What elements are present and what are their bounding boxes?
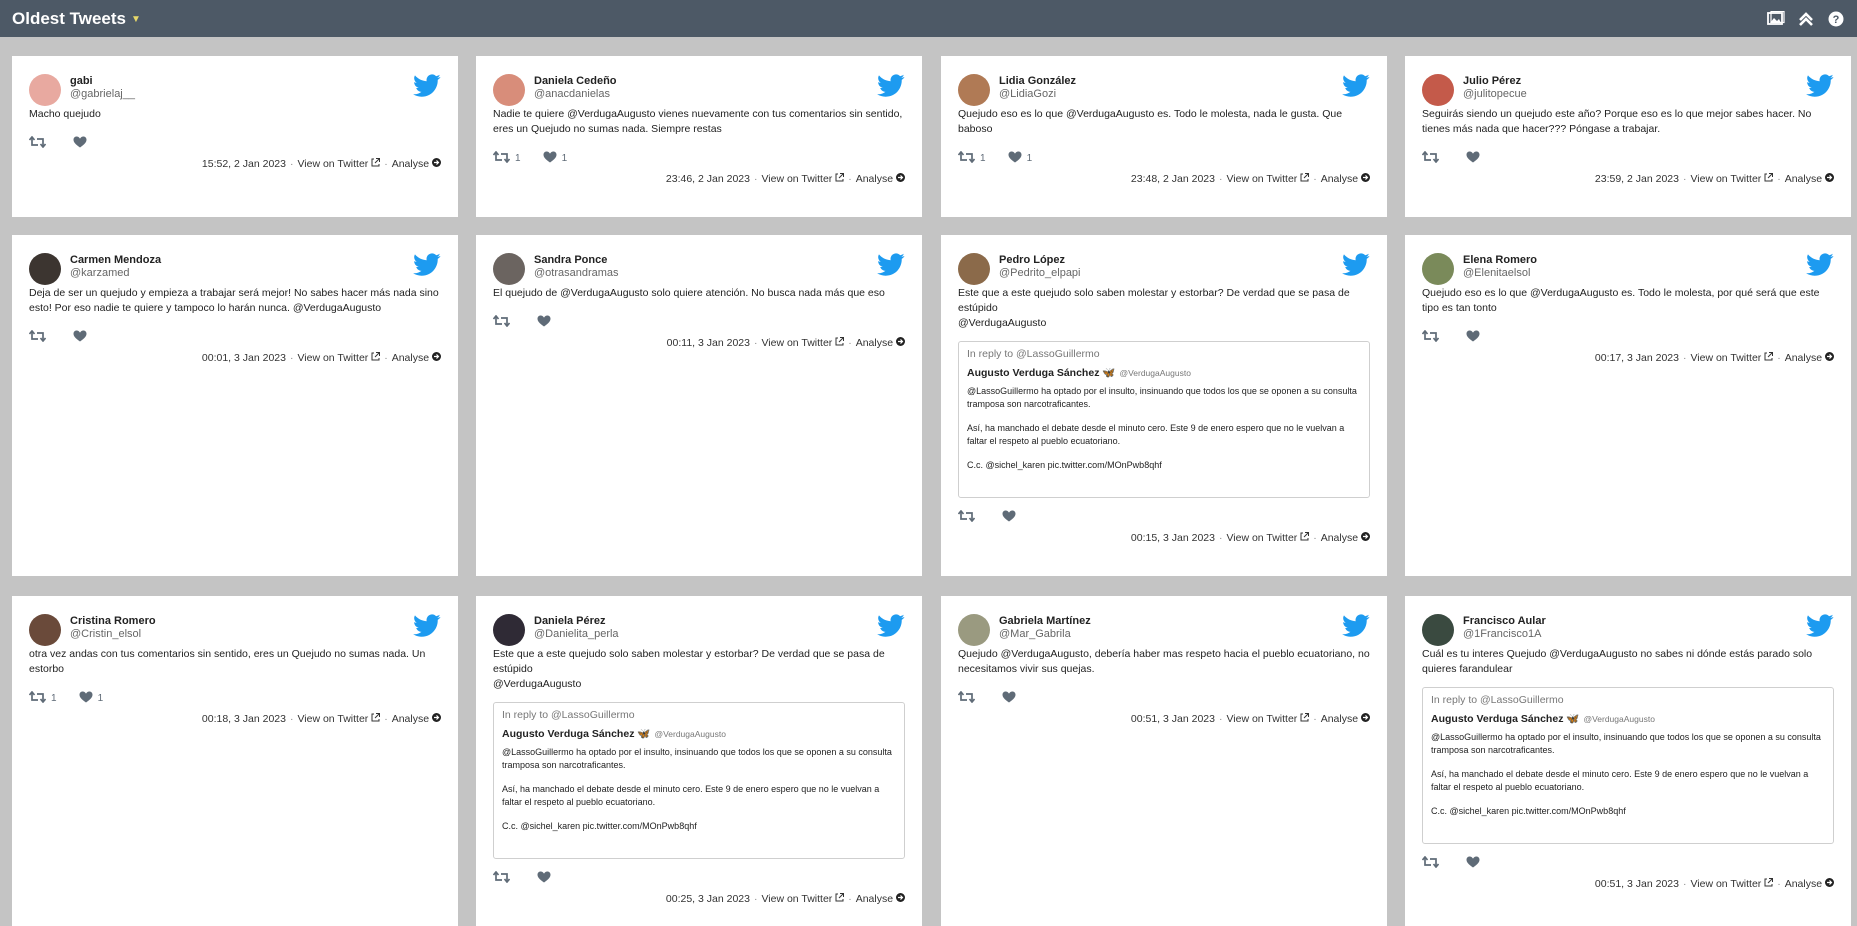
retweet-action[interactable]	[1422, 151, 1444, 166]
tweet-actions	[1422, 330, 1485, 345]
like-action[interactable]	[1002, 691, 1021, 706]
tweet-timestamp[interactable]: 00:11, 3 Jan 2023	[666, 337, 750, 349]
separator: ·	[384, 713, 388, 725]
user-name[interactable]: Daniela Pérez	[534, 615, 606, 627]
heart-icon[interactable]	[537, 871, 551, 886]
twitter-bird-icon[interactable]	[877, 253, 905, 277]
tweet-actions	[958, 691, 1021, 706]
separator: ·	[1682, 173, 1687, 185]
view-on-twitter-label: View on Twitter	[761, 893, 833, 905]
heart-icon[interactable]	[73, 330, 87, 345]
retweet-icon[interactable]	[1422, 151, 1439, 166]
user-name[interactable]: Sandra Ponce	[534, 254, 608, 266]
view-on-twitter-label: View on Twitter	[297, 352, 369, 364]
quoted-author-name: Augusto Verduga Sánchez 🦋	[967, 366, 1116, 379]
analyse-label: Analyse	[855, 893, 894, 905]
separator: ·	[848, 173, 852, 185]
external-link-icon	[1300, 532, 1309, 544]
view-on-twitter-link[interactable]	[1226, 173, 1309, 185]
separator: ·	[1777, 878, 1781, 890]
analyse-link[interactable]	[856, 173, 905, 185]
avatar[interactable]	[29, 74, 61, 106]
analyse-link[interactable]	[1321, 173, 1370, 185]
separator: ·	[1682, 352, 1687, 364]
arrow-circle-icon	[896, 893, 905, 905]
separator: ·	[1777, 173, 1781, 185]
separator: ·	[1777, 352, 1781, 364]
heart-icon[interactable]	[1466, 856, 1480, 871]
tweet-timestamp[interactable]: 15:52, 2 Jan 2023	[201, 158, 286, 170]
tweet-actions	[1422, 856, 1485, 871]
tweet-text: Deja de ser un quejudo y empieza a trabajar será mejor! No sabes hacer más nada sino esto! Por eso nadie te quiere y tampoco lo harán nunca. @VerdugaAugusto	[29, 287, 439, 314]
image-export-icon[interactable]	[1767, 10, 1785, 28]
heart-icon[interactable]	[1008, 151, 1022, 166]
user-name[interactable]: gabi	[70, 75, 93, 87]
retweet-icon[interactable]	[29, 136, 46, 151]
analyse-label: Analyse	[1320, 173, 1359, 185]
top-bar	[0, 0, 1857, 37]
analyse-link[interactable]	[1785, 878, 1834, 890]
like-action[interactable]	[537, 871, 556, 886]
chevron-up-icon[interactable]	[1797, 10, 1815, 28]
download-icon[interactable]: ▼	[131, 14, 141, 25]
view-on-twitter-label: View on Twitter	[1690, 173, 1762, 185]
arrow-circle-icon	[432, 352, 441, 364]
tweet-footer	[666, 173, 905, 185]
view-on-twitter-link[interactable]	[761, 337, 844, 349]
external-link-icon	[835, 173, 844, 185]
separator: ·	[1682, 878, 1687, 890]
help-icon[interactable]	[1827, 10, 1845, 28]
tweet-footer	[1595, 352, 1834, 364]
tweet-card	[476, 235, 922, 576]
view-on-twitter-label: View on Twitter	[297, 713, 369, 725]
tweet-actions	[958, 510, 1021, 525]
tweet-footer	[1131, 532, 1370, 544]
external-link-icon	[1764, 173, 1773, 185]
tweet-text: Este que a este quejudo solo saben molestar y estorbar? De verdad que se pasa de estúpido @VerdugaAugusto	[493, 648, 885, 690]
arrow-circle-icon	[1361, 532, 1370, 544]
like-action[interactable]	[1008, 151, 1033, 166]
user-name[interactable]: Elena Romero	[1463, 254, 1537, 266]
view-on-twitter-link[interactable]	[297, 713, 380, 725]
heart-icon[interactable]	[1466, 151, 1480, 166]
tweet-card	[941, 56, 1387, 217]
tweet-text: otra vez andas con tus comentarios sin sentido, eres un Quejudo no sumas nada. Un estorbo	[29, 648, 426, 675]
tweet-timestamp[interactable]: 23:46, 2 Jan 2023	[665, 173, 750, 185]
user-handle[interactable]: @gabrielaj__	[70, 88, 135, 100]
view-on-twitter-link[interactable]	[1226, 532, 1309, 544]
reply-to-label: In reply to @LassoGuillermo	[1431, 694, 1564, 706]
view-on-twitter-label: View on Twitter	[1690, 878, 1762, 890]
separator: ·	[753, 337, 758, 349]
user-name[interactable]: Daniela Cedeño	[534, 75, 617, 87]
tweet-card	[1405, 596, 1851, 926]
analyse-link[interactable]	[392, 713, 441, 725]
user-handle[interactable]: @Elenitaelsol	[1463, 267, 1531, 279]
view-on-twitter-link[interactable]	[761, 173, 844, 185]
retweet-action[interactable]	[493, 315, 515, 330]
like-count: 1	[97, 693, 104, 704]
user-handle[interactable]: @otrasandramas	[534, 267, 619, 279]
heart-icon[interactable]	[543, 151, 557, 166]
tweet-card	[12, 56, 458, 217]
analyse-link[interactable]	[1321, 532, 1370, 544]
quoted-author	[1431, 713, 1825, 726]
user-handle[interactable]: @julitopecue	[1463, 88, 1527, 100]
retweet-icon[interactable]	[493, 871, 510, 886]
avatar[interactable]	[1422, 253, 1454, 285]
heart-icon[interactable]	[1002, 510, 1016, 525]
external-link-icon	[371, 158, 380, 170]
user-handle[interactable]: @Mar_Gabrila	[999, 628, 1071, 640]
twitter-bird-icon[interactable]	[1342, 74, 1370, 98]
view-on-twitter-label: View on Twitter	[1690, 352, 1762, 364]
tweet-actions	[493, 151, 567, 166]
user-handle[interactable]: @anacdanielas	[534, 88, 610, 100]
tweet-actions	[1422, 151, 1485, 166]
tweet-timestamp[interactable]: 00:17, 3 Jan 2023	[1594, 352, 1679, 364]
tweet-footer	[666, 893, 905, 905]
tweet-card	[12, 596, 458, 926]
user-handle[interactable]: @LidiaGozi	[999, 88, 1057, 100]
retweet-action[interactable]	[958, 510, 980, 525]
separator: ·	[1313, 713, 1317, 725]
heart-icon[interactable]	[79, 691, 93, 706]
page-title: Oldest Tweets	[12, 8, 126, 28]
external-link-icon	[371, 713, 380, 725]
like-count: 1	[561, 153, 568, 164]
retweet-count: 1	[980, 153, 986, 164]
twitter-bird-icon[interactable]	[1342, 253, 1370, 277]
quoted-reply[interactable]	[958, 341, 1370, 498]
quoted-author-name: Augusto Verduga Sánchez 🦋	[502, 727, 651, 740]
avatar[interactable]	[493, 74, 525, 106]
external-link-icon	[1300, 713, 1309, 725]
analyse-label: Analyse	[855, 173, 894, 185]
analyse-link[interactable]	[856, 337, 905, 349]
tweet-footer	[202, 713, 441, 725]
user-handle[interactable]: @Cristin_elsol	[70, 628, 142, 640]
analyse-label: Analyse	[1320, 532, 1359, 544]
analyse-label: Analyse	[1784, 352, 1823, 364]
external-link-icon	[1764, 352, 1773, 364]
reply-to-label: In reply to @LassoGuillermo	[502, 709, 635, 721]
tweet-grid	[0, 38, 1857, 926]
quoted-reply[interactable]	[1422, 687, 1834, 844]
twitter-bird-icon[interactable]	[413, 74, 441, 98]
user-name[interactable]: Lidia González	[999, 75, 1077, 87]
twitter-bird-icon[interactable]	[1806, 253, 1834, 277]
tweet-timestamp[interactable]: 00:25, 3 Jan 2023	[665, 893, 750, 905]
quoted-author-handle: @VerdugaAugusto	[1583, 713, 1655, 724]
separator: ·	[289, 352, 294, 364]
view-on-twitter-link[interactable]	[297, 352, 380, 364]
user-name[interactable]: Gabriela Martínez	[999, 615, 1091, 627]
tweet-timestamp[interactable]: 23:48, 2 Jan 2023	[1130, 173, 1215, 185]
user-name[interactable]: Carmen Mendoza	[70, 254, 162, 266]
separator: ·	[1218, 713, 1223, 725]
tweet-actions	[29, 136, 92, 151]
arrow-circle-icon	[1825, 173, 1834, 185]
avatar[interactable]	[493, 614, 525, 646]
view-on-twitter-label: View on Twitter	[1226, 173, 1298, 185]
separator: ·	[289, 158, 294, 170]
twitter-bird-icon[interactable]	[413, 253, 441, 277]
retweet-action[interactable]	[1422, 330, 1444, 345]
view-on-twitter-label: View on Twitter	[1226, 532, 1298, 544]
retweet-action[interactable]	[958, 691, 980, 706]
tweet-footer	[1131, 713, 1370, 725]
svg-text:?: ?	[1832, 13, 1840, 26]
arrow-circle-icon	[432, 713, 441, 725]
tweet-text: Este que a este quejudo solo saben molestar y estorbar? De verdad que se pasa de estúpido @VerdugaAugusto	[958, 287, 1350, 329]
tweet-timestamp[interactable]: 00:01, 3 Jan 2023	[201, 352, 286, 364]
avatar[interactable]	[29, 253, 61, 285]
analyse-label: Analyse	[855, 337, 894, 349]
analyse-label: Analyse	[1784, 878, 1823, 890]
tweet-text: Quejudo eso es lo que @VerdugaAugusto es. Todo le molesta, por qué será que este tipo es tan tonto	[1422, 287, 1820, 314]
view-on-twitter-link[interactable]	[1690, 173, 1773, 185]
separator: ·	[753, 893, 758, 905]
retweet-icon[interactable]	[29, 691, 46, 706]
analyse-link[interactable]	[392, 352, 441, 364]
tweet-card	[1405, 235, 1851, 576]
retweet-icon[interactable]	[958, 151, 975, 166]
analyse-label: Analyse	[391, 158, 430, 170]
view-on-twitter-link[interactable]	[1226, 713, 1309, 725]
analyse-label: Analyse	[391, 713, 430, 725]
tweet-footer	[667, 337, 905, 349]
retweet-icon[interactable]	[958, 691, 975, 706]
analyse-link[interactable]	[856, 893, 905, 905]
quoted-author	[967, 367, 1361, 380]
tweet-card	[941, 596, 1387, 926]
external-link-icon	[371, 352, 380, 364]
separator: ·	[384, 158, 388, 170]
retweet-action[interactable]	[493, 151, 521, 166]
quoted-text-p1: @LassoGuillermo ha optado por el insulto, insinuando que todos los que se oponen a su consulta tramposa son narcotraficantes.	[502, 747, 892, 770]
tweet-footer	[202, 158, 441, 170]
retweet-action[interactable]	[493, 871, 515, 886]
separator: ·	[1218, 173, 1223, 185]
like-action[interactable]	[73, 330, 92, 345]
reply-to-label: In reply to @LassoGuillermo	[967, 348, 1100, 360]
tweet-card	[1405, 56, 1851, 217]
quoted-author-name: Augusto Verduga Sánchez 🦋	[1431, 712, 1580, 725]
tweet-footer	[202, 352, 441, 364]
tweet-timestamp[interactable]: 00:18, 3 Jan 2023	[201, 713, 286, 725]
separator: ·	[848, 893, 852, 905]
quoted-text-p3: C.c. @sichel_karen pic.twitter.com/MOnPwb8qhf	[967, 460, 1162, 470]
arrow-circle-icon	[1361, 173, 1370, 185]
view-on-twitter-link[interactable]	[761, 893, 844, 905]
separator: ·	[1313, 173, 1317, 185]
retweet-icon[interactable]	[958, 510, 975, 525]
user-name[interactable]: Julio Pérez	[1463, 75, 1522, 87]
user-handle[interactable]: @1Francisco1A	[1463, 628, 1542, 640]
analyse-link[interactable]	[1785, 352, 1834, 364]
arrow-circle-icon	[1825, 878, 1834, 890]
view-on-twitter-label: View on Twitter	[761, 337, 833, 349]
tweet-actions	[958, 151, 1032, 166]
tweet-actions	[29, 330, 92, 345]
analyse-link[interactable]	[1321, 713, 1370, 725]
avatar[interactable]	[493, 253, 525, 285]
separator: ·	[753, 173, 758, 185]
quoted-text-p1: @LassoGuillermo ha optado por el insulto, insinuando que todos los que se oponen a su consulta tramposa son narcotraficantes.	[1431, 732, 1821, 755]
retweet-icon[interactable]	[1422, 330, 1439, 345]
like-action[interactable]	[1466, 330, 1485, 345]
avatar[interactable]	[29, 614, 61, 646]
arrow-circle-icon	[896, 173, 905, 185]
analyse-link[interactable]	[1785, 173, 1834, 185]
like-count: 1	[1026, 153, 1033, 164]
arrow-circle-icon	[1361, 713, 1370, 725]
retweet-count: 1	[515, 153, 521, 164]
retweet-action[interactable]	[1422, 856, 1444, 871]
avatar[interactable]	[1422, 74, 1454, 106]
like-action[interactable]	[1466, 856, 1485, 871]
quoted-text-p2: Así, ha manchado el debate desde el minuto cero. Este 9 de enero espero que no le vuelvan a faltar el respeto al pueblo ecuatoriano.	[967, 423, 1345, 446]
tweet-text: Quejudo @VerdugaAugusto, debería haber mas respeto hacia el pueblo ecuatoriano, no necesitamos vivir sus quejas.	[958, 648, 1370, 675]
view-on-twitter-link[interactable]	[1690, 878, 1773, 890]
quoted-text-p2: Así, ha manchado el debate desde el minuto cero. Este 9 de enero espero que no le vuelvan a faltar el respeto al pueblo ecuatoriano.	[502, 784, 880, 807]
user-handle[interactable]: @karzamed	[70, 267, 130, 279]
retweet-count: 1	[51, 693, 57, 704]
twitter-bird-icon[interactable]	[1806, 74, 1834, 98]
analyse-label: Analyse	[1784, 173, 1823, 185]
separator: ·	[848, 337, 852, 349]
separator: ·	[1313, 532, 1317, 544]
retweet-action[interactable]	[29, 330, 51, 345]
twitter-bird-icon[interactable]	[877, 614, 905, 638]
twitter-bird-icon[interactable]	[877, 74, 905, 98]
tweet-footer	[1595, 878, 1834, 890]
view-on-twitter-link[interactable]	[1690, 352, 1773, 364]
quoted-author-handle: @VerdugaAugusto	[1119, 367, 1191, 378]
analyse-label: Analyse	[1320, 713, 1359, 725]
tweet-text: Quejudo eso es lo que @VerdugaAugusto es. Todo le molesta, nada le gusta. Que baboso	[958, 108, 1343, 135]
tweet-footer	[1131, 173, 1370, 185]
tweet-actions	[29, 691, 103, 706]
page-title-wrap	[12, 9, 141, 29]
twitter-bird-icon[interactable]	[1342, 614, 1370, 638]
quoted-author	[502, 728, 896, 741]
heart-icon[interactable]	[1002, 691, 1016, 706]
quoted-text-p2: Así, ha manchado el debate desde el minuto cero. Este 9 de enero espero que no le vuelvan a faltar el respeto al pueblo ecuatoriano.	[1431, 769, 1809, 792]
tweet-text: Nadie te quiere @VerdugaAugusto vienes nuevamente con tus comentarios sin sentido, eres un Quejudo no sumas nada. Siempre restas	[493, 108, 903, 135]
tweet-text: Cuál es tu interes Quejudo @VerdugaAugusto no sabes ni dónde estás parado solo quieres farandulear	[1422, 648, 1813, 675]
twitter-bird-icon[interactable]	[413, 614, 441, 638]
retweet-action[interactable]	[958, 151, 986, 166]
external-link-icon	[835, 337, 844, 349]
arrow-circle-icon	[1825, 352, 1834, 364]
user-handle[interactable]: @Danielita_perla	[534, 628, 619, 640]
separator: ·	[384, 352, 388, 364]
retweet-icon[interactable]	[29, 330, 46, 345]
tweet-text: Seguirás siendo un quejudo este año? Porque eso es lo que mejor sabes hacer. No tienes más nada que hacer??? Póngase a trabajar.	[1422, 108, 1812, 135]
tweet-timestamp[interactable]: 00:51, 3 Jan 2023	[1594, 878, 1679, 890]
tweet-card	[476, 596, 922, 926]
tweet-timestamp[interactable]: 00:51, 3 Jan 2023	[1130, 713, 1215, 725]
like-action[interactable]	[1466, 151, 1485, 166]
view-on-twitter-label: View on Twitter	[1226, 713, 1298, 725]
view-on-twitter-label: View on Twitter	[761, 173, 833, 185]
quoted-text-p3: C.c. @sichel_karen pic.twitter.com/MOnPwb8qhf	[502, 821, 697, 831]
retweet-action[interactable]	[29, 136, 51, 151]
twitter-bird-icon[interactable]	[1806, 614, 1834, 638]
tweet-actions	[493, 315, 556, 330]
like-action[interactable]	[73, 136, 92, 151]
tweet-text: El quejudo de @VerdugaAugusto solo quiere atención. No busca nada más que eso	[493, 287, 885, 299]
tweet-card	[941, 235, 1387, 576]
separator: ·	[289, 713, 294, 725]
user-name[interactable]: Pedro López	[999, 254, 1066, 266]
like-action[interactable]	[1002, 510, 1021, 525]
analyse-label: Analyse	[391, 352, 430, 364]
tweet-footer	[1595, 173, 1834, 185]
like-action[interactable]	[79, 691, 104, 706]
tweet-timestamp[interactable]: 23:59, 2 Jan 2023	[1594, 173, 1679, 185]
retweet-icon[interactable]	[1422, 856, 1439, 871]
view-on-twitter-label: View on Twitter	[297, 158, 369, 170]
tweet-card	[476, 56, 922, 217]
user-name[interactable]: Francisco Aular	[1463, 615, 1546, 627]
arrow-circle-icon	[896, 337, 905, 349]
user-handle[interactable]: @Pedrito_elpapi	[999, 267, 1081, 279]
tweet-card	[12, 235, 458, 576]
separator: ·	[1218, 532, 1223, 544]
like-action[interactable]	[543, 151, 568, 166]
quoted-text-p3: C.c. @sichel_karen pic.twitter.com/MOnPwb8qhf	[1431, 806, 1626, 816]
quoted-text-p1: @LassoGuillermo ha optado por el insulto, insinuando que todos los que se oponen a su consulta tramposa son narcotraficantes.	[967, 386, 1357, 409]
analyse-link[interactable]	[392, 158, 441, 170]
retweet-icon[interactable]	[493, 151, 510, 166]
external-link-icon	[1300, 173, 1309, 185]
arrow-circle-icon	[432, 158, 441, 170]
avatar[interactable]	[1422, 614, 1454, 646]
user-name[interactable]: Cristina Romero	[70, 615, 156, 627]
quoted-reply[interactable]	[493, 702, 905, 859]
avatar[interactable]	[958, 253, 990, 285]
heart-icon[interactable]	[73, 136, 87, 151]
external-link-icon	[1764, 878, 1773, 890]
heart-icon[interactable]	[537, 315, 551, 330]
avatar[interactable]	[958, 614, 990, 646]
external-link-icon	[835, 893, 844, 905]
retweet-icon[interactable]	[493, 315, 510, 330]
heart-icon[interactable]	[1466, 330, 1480, 345]
tweet-text: Macho quejudo	[29, 108, 101, 120]
tweet-timestamp[interactable]: 00:15, 3 Jan 2023	[1130, 532, 1215, 544]
avatar[interactable]	[958, 74, 990, 106]
tweet-actions	[493, 871, 556, 886]
retweet-action[interactable]	[29, 691, 57, 706]
like-action[interactable]	[537, 315, 556, 330]
view-on-twitter-link[interactable]	[297, 158, 380, 170]
quoted-author-handle: @VerdugaAugusto	[654, 728, 726, 739]
